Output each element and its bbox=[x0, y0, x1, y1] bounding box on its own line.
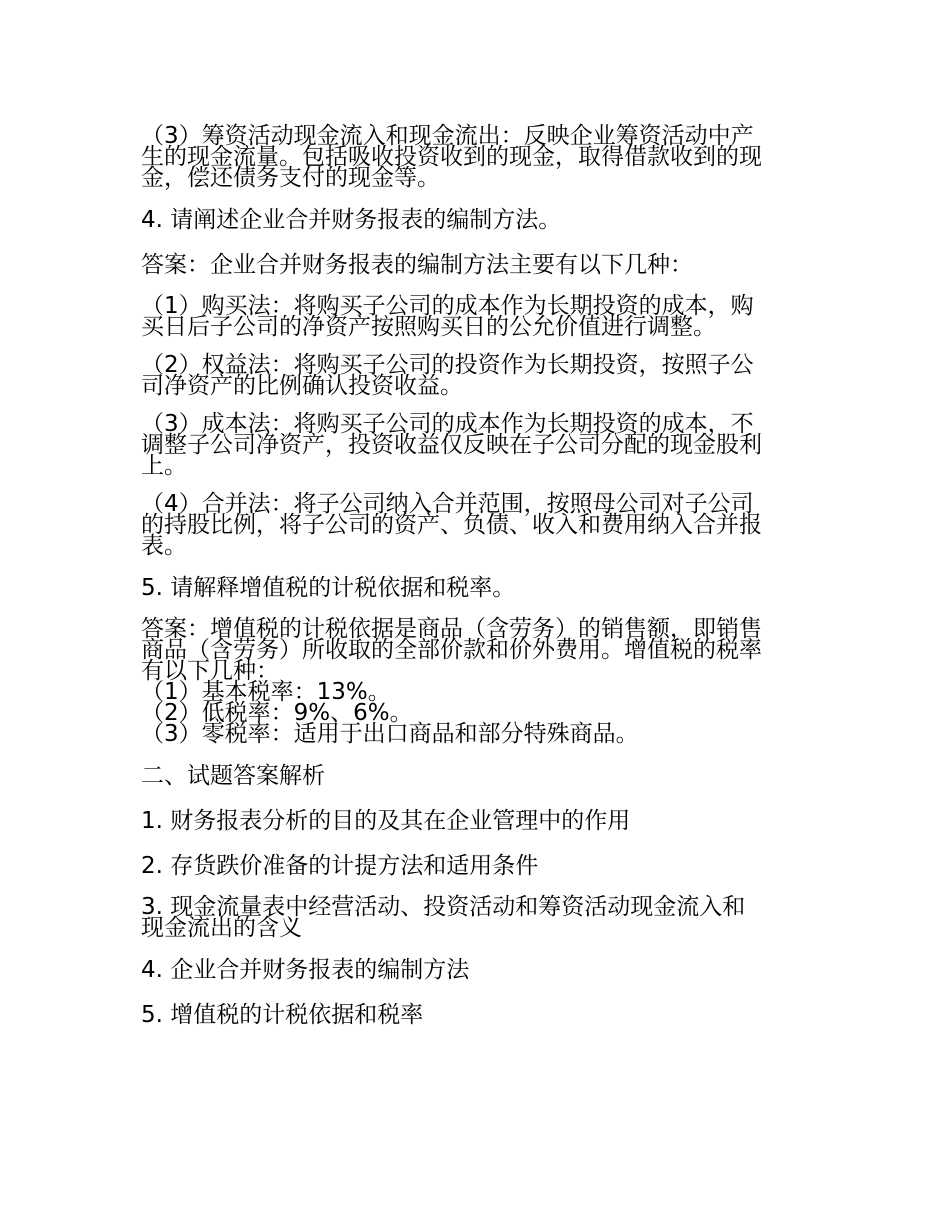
text-line: （3）筹资活动现金流入和现金流出：反映企业筹资活动中产 bbox=[141, 123, 754, 149]
text-line: 生的现金流量。包括吸收投资收到的现金，取得借款收到的现 bbox=[141, 144, 762, 170]
analysis-item-2 bbox=[141, 852, 813, 880]
text-line: 5. 增值税的计税依据和税率 bbox=[141, 1002, 424, 1028]
answer-5-vat bbox=[141, 616, 813, 747]
analysis-item-3 bbox=[141, 894, 813, 941]
text-line: 4. 企业合并财务报表的编制方法 bbox=[141, 957, 470, 983]
text-line: 答案：企业合并财务报表的编制方法主要有以下几种： bbox=[141, 252, 693, 278]
text-line: 司净资产的比例确认投资收益。 bbox=[141, 373, 463, 399]
text-line: 二、试题答案解析 bbox=[141, 763, 325, 789]
text-line: （4）合并法：将子公司纳入合并范围，按照母公司对子公司 bbox=[141, 491, 754, 517]
text-line: 3. 现金流量表中经营活动、投资活动和筹资活动现金流入和 bbox=[141, 894, 746, 920]
text-line: （3）成本法：将购买子公司的成本作为长期投资的成本，不 bbox=[141, 411, 754, 437]
text-line: （2）权益法：将购买子公司的投资作为长期投资，按照子公 bbox=[141, 352, 754, 378]
text-line: 买日后子公司的净资产按照购买日的公允价值进行调整。 bbox=[141, 314, 716, 340]
paragraph-financing-cash-flow bbox=[141, 123, 813, 191]
question-5 bbox=[141, 574, 813, 602]
text-line: 1. 财务报表分析的目的及其在企业管理中的作用 bbox=[141, 808, 631, 834]
text-line: 商品（含劳务）所收取的全部价款和价外费用。增值税的税率 bbox=[141, 637, 762, 663]
analysis-item-5 bbox=[141, 1001, 813, 1029]
document-page bbox=[141, 123, 813, 1046]
text-line: 的持股比例，将子公司的资产、负债、收入和费用纳入合并报 bbox=[141, 512, 762, 538]
analysis-item-4 bbox=[141, 956, 813, 984]
section-heading-answer-analysis bbox=[141, 762, 813, 790]
text-line: 2. 存货跌价准备的计提方法和适用条件 bbox=[141, 853, 539, 879]
text-line: 表。 bbox=[141, 533, 187, 559]
text-line: 现金流出的含义 bbox=[141, 915, 302, 941]
text-line: （1）基本税率：13%。 bbox=[141, 679, 391, 705]
answer-4-purchase-method bbox=[141, 293, 813, 340]
question-4 bbox=[141, 206, 813, 234]
answer-4-intro bbox=[141, 251, 813, 279]
text-line: 金，偿还债务支付的现金等。 bbox=[141, 165, 440, 191]
text-line: 有以下几种： bbox=[141, 658, 279, 684]
answer-4-consolidation-method bbox=[141, 491, 813, 559]
text-line: 4. 请阐述企业合并财务报表的编制方法。 bbox=[141, 207, 562, 233]
text-line: （3）零税率：适用于出口商品和部分特殊商品。 bbox=[141, 721, 639, 747]
answer-4-cost-method bbox=[141, 411, 813, 479]
text-line: 答案：增值税的计税依据是商品（含劳务）的销售额，即销售 bbox=[141, 616, 762, 642]
analysis-item-1 bbox=[141, 807, 813, 835]
text-line: （1）购买法：将购买子公司的成本作为长期投资的成本，购 bbox=[141, 293, 754, 319]
text-line: 调整子公司净资产，投资收益仅反映在子公司分配的现金股利 bbox=[141, 432, 762, 458]
text-line: 5. 请解释增值税的计税依据和税率。 bbox=[141, 575, 516, 601]
answer-4-equity-method bbox=[141, 352, 813, 399]
text-line: 上。 bbox=[141, 453, 187, 479]
text-line: （2）低税率：9%、6%。 bbox=[141, 700, 413, 726]
